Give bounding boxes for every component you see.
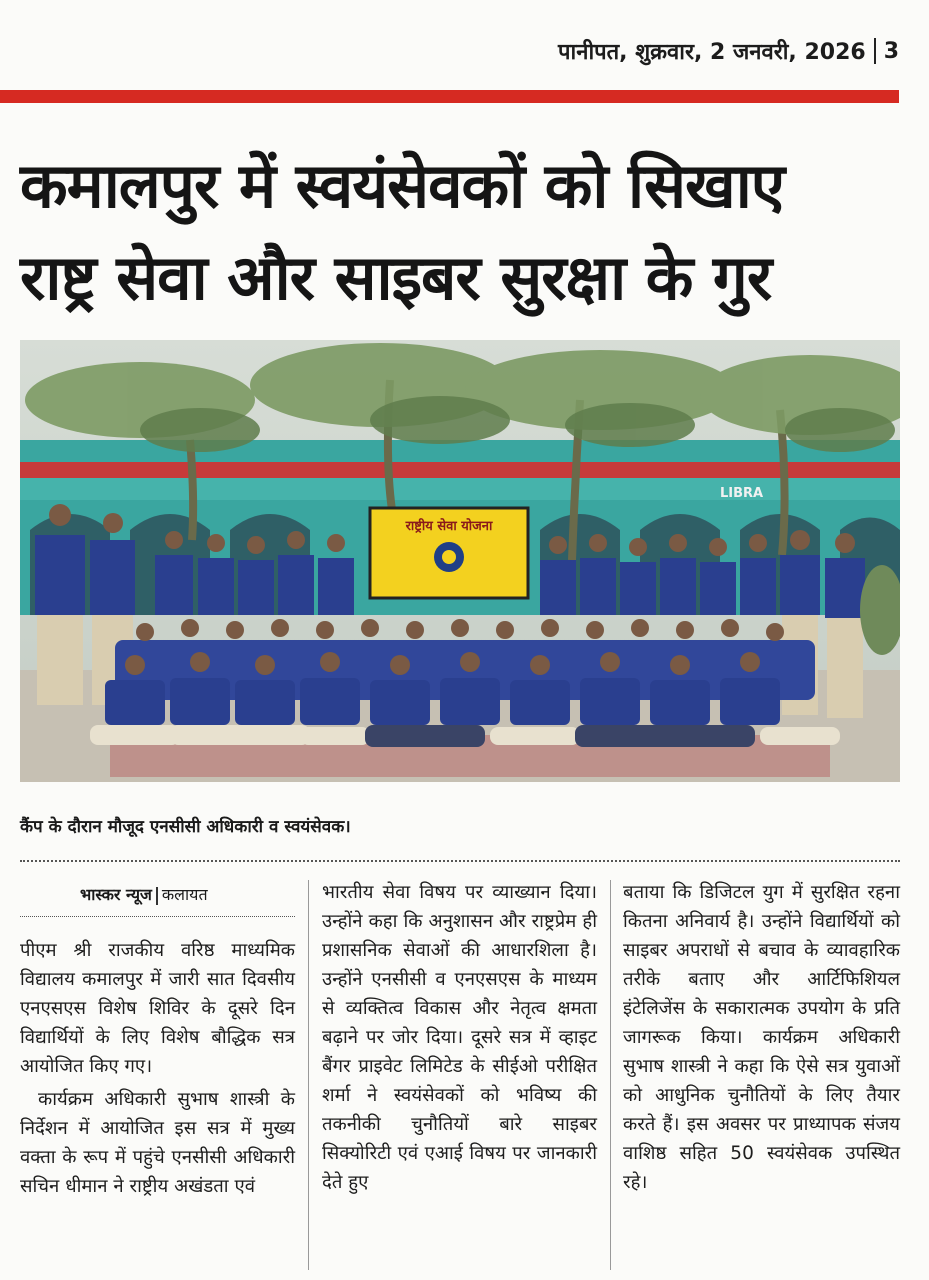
article-paragraph-2: कार्यक्रम अधिकारी सुभाष शास्त्री के निर्देशन में आयोजित इस सत्र में मुख्य वक्ता के रूप में पहुंचे एनसीसी अधिकारी सचिन धीमान ने राष्ट्रीय अखंडता एवं [20, 1089, 295, 1197]
byline [80, 883, 208, 905]
article-column-3 [623, 878, 900, 1197]
column-rule-1 [308, 880, 309, 1270]
page-number: 3 [883, 38, 899, 64]
photo-caption: कैंप के दौरान मौजूद एनसीसी अधिकारी व स्वयंसेवक। [20, 817, 351, 837]
headline [20, 140, 900, 324]
red-rule [0, 90, 899, 103]
headline-line1: कमालपुर में स्वयंसेवकों को सिखाए [20, 149, 785, 222]
byline-separator [156, 887, 158, 905]
page-header [558, 36, 899, 66]
byline-divider [20, 916, 295, 917]
headline-line2: राष्ट्र सेवा और साइबर सुरक्षा के गुर [20, 241, 772, 314]
byline-source: भास्कर न्यूज [80, 885, 152, 904]
byline-place: कलायत [161, 885, 208, 904]
article-column-1 [20, 936, 295, 1201]
building-sign: LIBRA [720, 486, 764, 501]
article-column-2 [322, 878, 597, 1197]
article-column-3-text: बताया कि डिजिटल युग में सुरक्षित रहना कितना अनिवार्य है। उन्होंने विद्यार्थियों को साइबर अपराधों से बचाव के व्यावहारिक तरीके बताए और आर्टिफिशियल इंटेलिजेंस के सकारात्मक उपयोग के प्रति जागरूक किया। कार्यक्रम अधिकारी सुभाष शास्त्री ने कहा कि ऐसे सत्र युवाओं को आधुनिक चुनौतियों के लिए तैयार करते हैं। इस अवसर पर प्राध्यापक संजय वाशिष्ठ सहित 50 स्वयंसेवक उपस्थित रहे। [623, 882, 900, 1193]
banner-text: राष्ट्रीय सेवा योजना [405, 519, 493, 534]
article-paragraph-1: पीएम श्री राजकीय वरिष्ठ माध्यमिक विद्यालय कमालपुर में जारी सात दिवसीय एनएसएस विशेष शिविर के दूसरे दिन विद्यार्थियों के लिए विशेष बौद्धिक सत्र आयोजित किए गए। [20, 940, 295, 1077]
group-photo [20, 340, 900, 782]
dateline: पानीपत, शुक्रवार, 2 जनवरी, 2026 [558, 40, 866, 65]
caption-divider [20, 860, 900, 862]
article-column-2-text: भारतीय सेवा विषय पर व्याख्यान दिया। उन्होंने कहा कि अनुशासन और राष्ट्रप्रेम ही प्रशासनिक सेवाओं की आधारशिला है। उन्होंने एनसीसी व एनएसएस के माध्यम से व्यक्तित्व विकास और नेतृत्व क्षमता बढ़ाने पर जोर दिया। दूसरे सत्र में व्हाइट बैंगर प्राइवेट लिमिटेड के सीईओ परीक्षित शर्मा ने स्वयंसेवकों को भविष्य की तकनीकी चुनौतियों बारे साइबर सिक्योरिटी एवं एआई विषय पर जानकारी देते हुए [322, 882, 597, 1193]
column-rule-2 [610, 880, 611, 1270]
header-separator [874, 38, 876, 64]
